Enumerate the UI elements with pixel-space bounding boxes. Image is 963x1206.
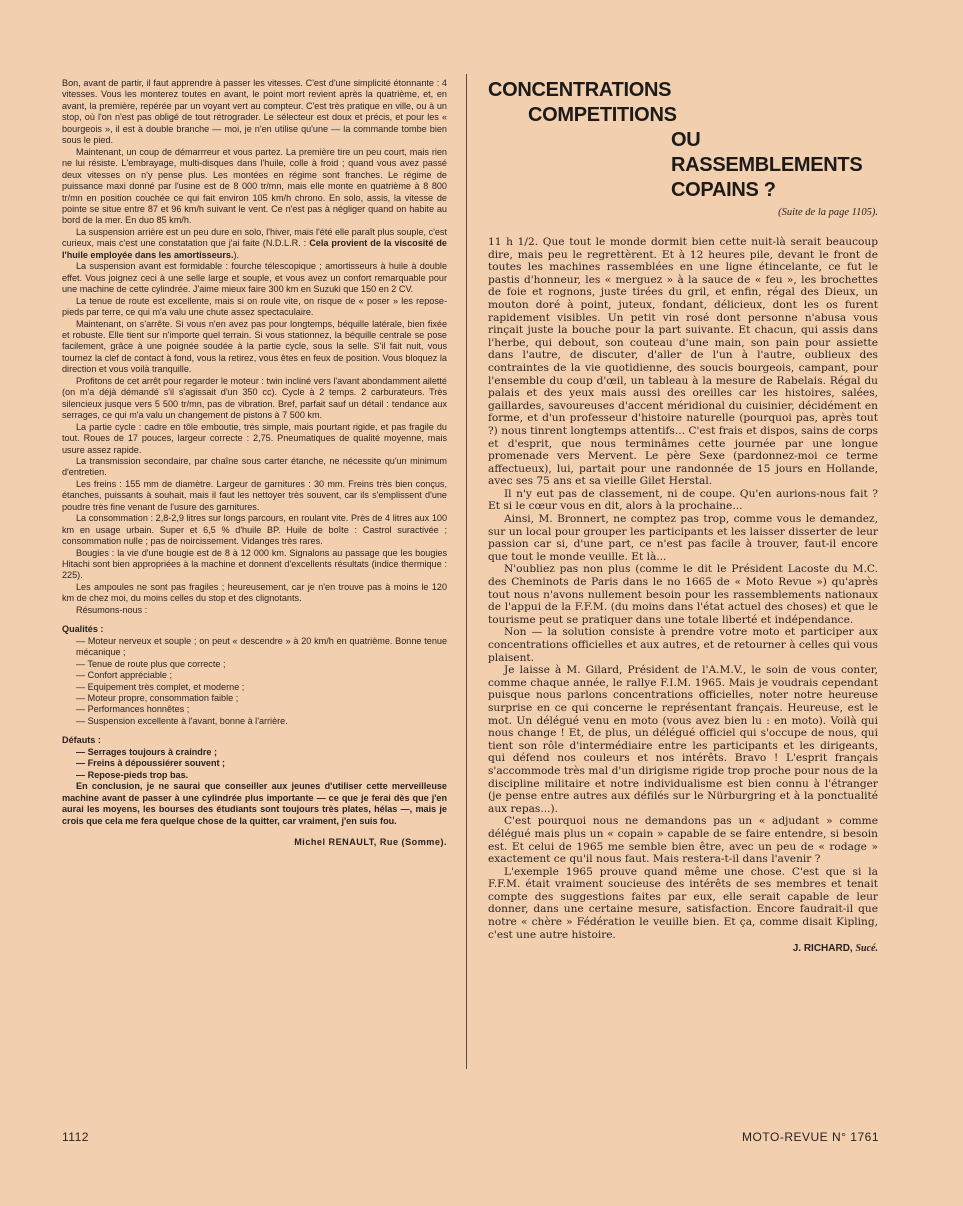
paragraph: Il n'y eut pas de classement, ni de coupe. Qu'en aurions-nous fait ? Et si le cœur vous en dit, alors à la prochaine...	[488, 487, 878, 513]
list-item: — Suspension excellente à l'avant, bonne à l'arrière.	[76, 715, 288, 726]
list-item: — Moteur nerveux et souple ; on peut « descendre » à 20 km/h en quatrième. Bonne tenue mécanique ;	[76, 635, 447, 658]
paragraph-text: La suspension arrière est un peu dure en solo, l'hiver, mais l'été elle paraît plus souple, c'est curieux, mais c'est une constatation que j'ai faite (N.D.L.R. :	[62, 226, 447, 249]
headline-line: CONCENTRATIONS	[488, 79, 672, 101]
headline-line: COPAINS ?	[671, 179, 776, 201]
article-column	[488, 78, 878, 956]
signature-name: J. RICHARD,	[792, 943, 853, 955]
paragraph: Je laisse à M. Gilard, Président de l'A.M.V., le soin de vous conter, comme chaque année, le rallye F.I.M. 1965. Mais je voudrais cependant puisque nous parlons concentrations officielles, noter notre heureuse surprise en ce qui concerne le représentant français. Heureuse, est le mot. Un délégué venu en moto (vous avez bien lu : en moto). Voilà qui nous change ! Et, de plus, un délégué officiel qui s'occupe de nous, qui tient son rôle d'intermédiaire entre les participants et les dirigeants, qui défend nos couleurs et nos intérêts. Bravo ! L'esprit français s'accommode très mal d'un dirigisme rigide trop proche pour nous de la discipline militaire et notre individualisme est bien connu à l'étranger (je pense entre autres aux défilés sur le Nürburgring et à la ponctualité aux repas...).	[488, 664, 878, 815]
list-item: — Serrages toujours à craindre ;	[76, 746, 217, 757]
list-item: — Tenue de route plus que correcte ;	[76, 658, 226, 669]
paragraph: Ainsi, M. Bronnert, ne comptez pas trop, comme vous le demandez, sur un local pour grouper les participants et les laisser disserter de leur passion car si, d'une part, ce n'est pas facile à trouver, faut-il encore que tout le monde veuille. Et là...	[488, 513, 878, 563]
list-item: — Repose-pieds trop bas.	[76, 769, 189, 780]
qualities-list	[62, 636, 447, 728]
article-headline	[488, 78, 878, 203]
paragraph: 11 h 1/2. Que tout le monde dormit bien cette nuit-là serait beaucoup dire, mais peu le regrettèrent. Et à 12 heures pile, devant le front de toutes les machines rassemblées en une ligne étincelante, ce fut le pastis d'honneur, les « merguez » à la sauce de « feu », les brochettes de foie et rognons, juste tirées du gril, et enfin, régal des Dieux, un mouton doré à point, juteux, fondant, délicieux, dont les os furent rapidement visibles. Un petit vin rosé dont personne n'abusa vous rinçait juste la bouche pour la part suivante. Et chacun, qui assis dans l'herbe, qui debout, son couteau d'une main, son pain pour assiette dans l'autre, de discuter, d'aller de l'un à l'autre, oublieux des contraintes de la vie quotidienne, des soucis bourgeois, campant, pour l'ensemble du coup d'œil, un tableau à la mesure de Rabelais. Régal du palais et des yeux mais aussi des oreilles car les histoires, salées, gaillardes, savoureuses d'accent méridional du cuisinier, décidément en forme, et d'un professeur d'histoire naturelle (pourquoi pas, après tout ?) nous tinrent longtemps attentifs... C'est frais et dispos, sains de corps et d'esprit, que nous terminâmes cette journée par une longue promenade vers Mervent. Le père Sexe (pardonnez-moi ce terme affectueux), lui, partait pour une randonnée de 15 jours en Hollande, avec ses 75 ans et sa vieille Gilet Herstal.	[488, 236, 878, 488]
list-item: — Freins à dépoussiérer souvent ;	[76, 758, 226, 769]
page-number: 1112	[62, 1130, 89, 1144]
paragraph: Non — la solution consiste à prendre votre moto et participer aux concentrations officielles et aux autres, et de retourner à celles qui vous plaisent.	[488, 626, 878, 664]
paragraph: N'oubliez pas non plus (comme le dit le Président Lacoste du M.C. des Cheminots de Paris dans le no 1665 de « Moto Revue ») qu'après tout nous n'avons nullement besoin pour les rassemblements nationaux de l'appui de la F.F.M. (du moins dans l'état actuel des choses) et que le tourisme peut se pratiquer dans une totale liberté et indépendance.	[488, 563, 878, 626]
reader-letter-column	[62, 78, 447, 848]
paragraph: Maintenant, un coup de démarrreur et vous partez. La première tire un peu court, mais rien ne lui résiste. L'embrayage, multi-disques dans l'huile, colle à froid ; quand vous avez passé deux vitesses on n'y pense plus. Les montées en régime sont franches. Le régime de puissance maxi donné par l'usine est de 8 000 tr/mn, mais elle monte en quatrième à 8 800 tr/mn en position couchée ce qui fait environ 105 km/h chrono. En solo, assis, la vitesse de pointe se situe entre 87 et 96 km/h suivant le vent. Ce n'est pas à négliger quand on habite au bord de la mer. En duo 85 km/h.	[62, 146, 447, 226]
column-divider	[466, 74, 467, 1069]
paragraph: L'exemple 1965 prouve quand même une chose. C'est que si la F.F.M. était vraiment soucieuse des intérêts de ses membres et tenait compte des suggestions faites par eux, elle serait capable de leur donner, dans une certaine mesure, satisfaction. Encore faudrait-il que notre « chère » Fédération le veuille bien. Et ça, comme disait Kipling, c'est une autre histoire.	[488, 865, 878, 941]
editor-note: Cela provient de la viscosité de l'huile employée dans les amortisseurs.	[62, 238, 447, 260]
paragraph: La tenue de route est excellente, mais si on roule vite, on risque de « poser » les repose-pieds par terre, ce qui m'a valu une chute assez spectaculaire.	[62, 295, 447, 318]
article-signature	[488, 943, 878, 956]
paragraph: Les ampoules ne sont pas fragiles ; heureusement, car je n'en trouve pas à moins le 120 km de chez moi, du moins celles du stop et des clignotants.	[62, 581, 447, 604]
paragraph: Bon, avant de partir, il faut apprendre à passer les vitesses. C'est d'une simplicité étonnante : 4 vitesses. Vous les monterez toutes en avant, le point mort revient après la quatrième, et, en avant, la première, repérée par un voyant vert au compteur. C'est très pratique en ville, ou à un stop, où l'on n'est pas obligé de tout rétrograder. Le sélecteur est doux et précis, et pour les « bourgeois », il est à double branche — moi, je n'en utilise qu'une — la commande tombe bien sous le pied.	[62, 78, 447, 146]
editor-note-end: ).	[233, 249, 240, 260]
list-item: — Performances honnêtes ;	[76, 704, 190, 715]
list-item: — Moteur propre, consommation faible ;	[76, 693, 239, 704]
paragraph: Les freins : 155 mm de diamètre. Largeur de garnitures : 30 mm. Freins très bien conçus, étanches, puissants à souhait, mais il faut les nettoyer très souvent, car ils s'emplissent d'une poudre très fine venant de l'usure des garnitures.	[62, 478, 447, 512]
headline-line: OU	[671, 129, 701, 151]
defects-list	[62, 747, 447, 781]
paragraph: La suspension avant est formidable : fourche télescopique ; amortisseurs à huile à double effet. Vous joignez ceci à une selle large et souple, et vous avez un confort remarquable pour une machine de cette cylindrée. J'aime mieux faire 300 km en Suzuki que 150 en 2 CV.	[62, 261, 447, 295]
paragraph: Profitons de cet arrêt pour regarder le moteur : twin incliné vers l'avant abondamment ailetté (on m'a déjà démandé s'il s'agissait d'un 350 cc). Cycle à 2 temps. 2 carburateurs. Très silencieux jusque vers 5 500 tr/mn, pas de vibration. Bref, parfait sauf un détail : tendance aux serrages, ce qui m'a valu un changement de pistons à 7 500 km.	[62, 375, 447, 421]
headline-line: COMPETITIONS	[528, 104, 677, 126]
qualities-heading: Qualités :	[62, 624, 104, 635]
article-body	[488, 236, 878, 956]
defects-heading: Défauts :	[62, 735, 101, 746]
paragraph: Bougies : la vie d'une bougie est de 8 à 12 000 km. Signalons au passage que les bougies Hitachi sont bien appropriées à la machine et donnent d'excellents résultats (indice thermique : 225).	[62, 547, 447, 581]
signature-place: Sucé.	[855, 943, 878, 955]
list-item: — Equipement très complet, et moderne ;	[76, 681, 245, 692]
paragraph: C'est pourquoi nous ne demandons pas un « adjudant » comme délégué mais plus un « copain » capable de se faire entendre, si besoin est. Et celui de 1965 me semble bien être, avec un peu de « rodage » exactement ce qu'il nous faut. Mais restera-t-il dans l'avenir ?	[488, 815, 878, 866]
continuation-note: (Suite de la page 1105).	[778, 207, 878, 218]
paragraph: Résumons-nous :	[76, 604, 148, 615]
paragraph: Maintenant, on s'arrête. Si vous n'en avez pas pour longtemps, béquille latérale, bien fixée et robuste. Elle tient sur n'importe quel terrain. Si vous stationnez, la béquille centrale se pose facilement, grâce à une poignée soudée à la partie cycle, sous la selle. S'il fait nuit, vous tournez la clef de contact à fond, vous la retirez, vous êtes en feux de position. Vous bloquez la direction et vous voilà tranquille.	[62, 318, 447, 375]
paragraph: La consommation : 2,8-2,9 litres sur longs parcours, en roulant vite. Près de 4 litres aux 100 km en usage urbain. Super et 6,5 % d'huile BP. Huile de boîte : Castrol suractivée ; consommation nulle ; pas de noircissement. Vidanges très rares.	[62, 513, 447, 547]
headline-line: RASSEMBLEMENTS	[671, 154, 863, 176]
author-signature: Michel RENAULT, Rue (Somme).	[294, 837, 447, 847]
magazine-issue: MOTO-REVUE N° 1761	[742, 1130, 879, 1144]
list-item: — Confort appréciable ;	[76, 670, 173, 681]
paragraph	[62, 227, 447, 261]
paragraph: La partie cycle : cadre en tôle emboutie, très simple, mais pourtant rigide, et pas fragile du tout. Roues de 17 pouces, largeur correcte : 2,75. Pneumatiques de qualité moyenne, mais usure assez rapide.	[62, 421, 447, 455]
paragraph: La transmission secondaire, par chaîne sous carter étanche, ne nécessite qu'un minimum d'entretien.	[62, 455, 447, 478]
conclusion-paragraph: En conclusion, je ne saurai que conseiller aux jeunes d'utiliser cette merveilleuse machine avant de passer à une cylindrée plus importante — ce que je ferai dès que j'en aurai les moyens, les bourses des étudiants sont toujours très plates, hélas —, mais je crois que cela me fera quelque chose de la quitter, car vraiment, j'en suis fou.	[62, 781, 447, 826]
